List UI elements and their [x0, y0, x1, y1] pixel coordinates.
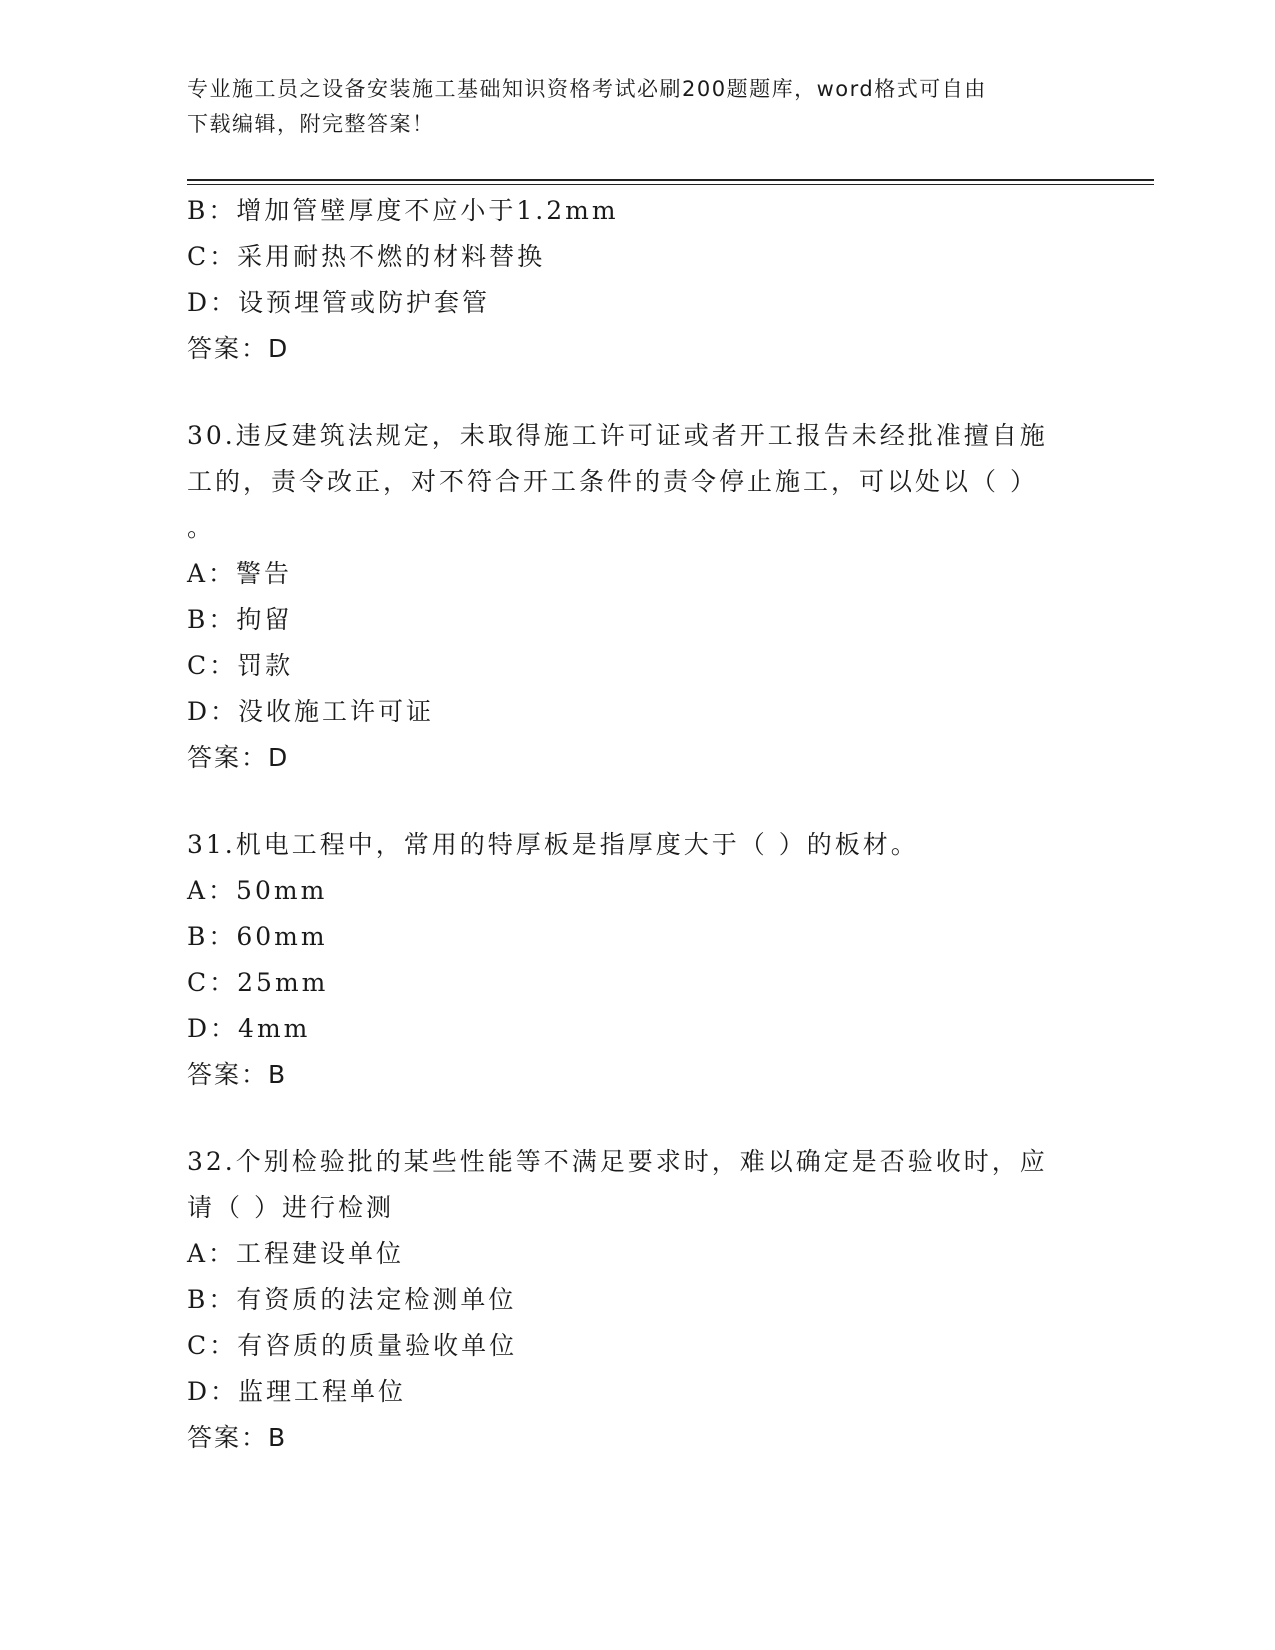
question-list	[187, 188, 1087, 1461]
option-c: C：有咨质的质量验收单位	[187, 1331, 518, 1360]
header-divider-thin	[187, 184, 1154, 185]
answer: 答案：D	[187, 334, 290, 363]
option-a: A：警告	[187, 559, 293, 588]
question-29-continued	[187, 188, 1087, 372]
question-stem-line: 请（ ）进行检测	[187, 1193, 394, 1222]
option-b: B：60mm	[187, 922, 328, 951]
option-a: A：工程建设单位	[187, 1239, 405, 1268]
question-stem-line: 31.机电工程中，常用的特厚板是指厚度大于（ ）的板材。	[187, 830, 919, 859]
answer: 答案：B	[187, 1060, 288, 1089]
question-stem-line: 工的，责令改正，对不符合开工条件的责令停止施工，可以处以（ ）	[187, 467, 1038, 496]
option-a: A：50mm	[187, 876, 328, 905]
option-b: B：有资质的法定检测单位	[187, 1285, 517, 1314]
question-31	[187, 822, 1087, 1098]
question-stem-line: 。	[187, 513, 216, 542]
option-c: C：25mm	[187, 968, 329, 997]
option-c: C：采用耐热不燃的材料替换	[187, 242, 546, 271]
option-b: B：增加管壁厚度不应小于1.2mm	[187, 196, 619, 225]
question-stem-line: 32.个别检验批的某些性能等不满足要求时，难以确定是否验收时，应	[187, 1147, 1048, 1176]
option-b: B：拘留	[187, 605, 293, 634]
option-d: D：没收施工许可证	[187, 697, 435, 726]
spacer	[187, 372, 1087, 413]
question-stem-line: 30.违反建筑法规定，未取得施工许可证或者开工报告未经批准擅自施	[187, 421, 1048, 450]
question-30	[187, 413, 1087, 781]
header-divider-thick	[187, 179, 1154, 181]
question-32	[187, 1139, 1087, 1461]
option-d: D：4mm	[187, 1014, 311, 1043]
option-d: D：设预埋管或防护套管	[187, 288, 491, 317]
header-line-1: 专业施工员之设备安装施工基础知识资格考试必刷200题题库，word格式可自由	[187, 77, 987, 101]
option-d: D：监理工程单位	[187, 1377, 407, 1406]
option-c: C：罚款	[187, 651, 294, 680]
spacer	[187, 781, 1087, 822]
answer: 答案：D	[187, 743, 290, 772]
header-line-2: 下载编辑，附完整答案！	[187, 112, 435, 136]
spacer	[187, 1098, 1087, 1139]
answer: 答案：B	[187, 1423, 288, 1452]
document-header	[187, 72, 1087, 142]
